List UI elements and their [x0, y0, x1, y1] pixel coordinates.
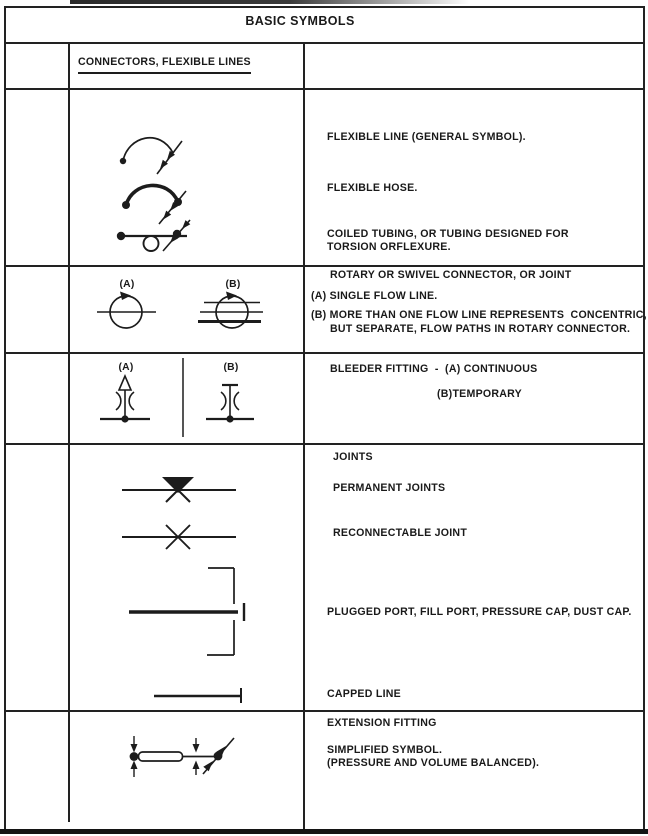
flexible-hose-symbol	[122, 185, 186, 224]
bleeder-label-line2: (B)TEMPORARY	[437, 388, 522, 400]
rotary-connector-b-symbol	[198, 292, 263, 329]
rotary-heading: ROTARY OR SWIVEL CONNECTOR, OR JOINT	[330, 269, 572, 281]
extension-line1: SIMPLIFIED SYMBOL.	[327, 744, 443, 756]
bleeder-fitting-b-symbol	[206, 385, 254, 423]
coiled-tubing-label-line2: TORSION ORFLEXURE.	[327, 241, 451, 253]
coiled-tubing-symbol	[117, 220, 191, 251]
capped-line-symbol	[154, 688, 241, 703]
bleeder-label-line1: BLEEDER FITTING - (A) CONTINUOUS	[330, 363, 538, 375]
page-title: BASIC SYMBOLS	[245, 14, 355, 28]
rotary-item-b-line2: BUT SEPARATE, FLOW PATHS IN ROTARY CONNECTOR.	[330, 323, 631, 335]
coiled-tubing-label-line1: COILED TUBING, OR TUBING DESIGNED FOR	[327, 228, 569, 240]
extension-line2: (PRESSURE AND VOLUME BALANCED).	[327, 757, 540, 769]
bleeder-fitting-a-symbol	[100, 376, 150, 423]
rotary-symbol-a-label: (A)	[119, 279, 135, 290]
flexible-hose-label: FLEXIBLE HOSE.	[327, 182, 418, 194]
rotary-symbol-b-label: (B)	[225, 279, 241, 290]
plugged-port-symbol	[129, 568, 244, 655]
capped-line-label: CAPPED LINE	[327, 688, 401, 700]
joints-heading: JOINTS	[333, 451, 373, 463]
reconnectable-joint-symbol	[122, 525, 236, 549]
rotary-item-a: (A) SINGLE FLOW LINE.	[311, 290, 438, 302]
extension-fitting-symbol	[130, 736, 234, 777]
reconnectable-joint-label: RECONNECTABLE JOINT	[333, 527, 468, 539]
extension-heading: EXTENSION FITTING	[327, 717, 437, 729]
rotary-item-b-line1: (B) MORE THAN ONE FLOW LINE REPRESENTS CONCENTRIC,	[311, 309, 647, 321]
flexible-line-symbol	[120, 138, 182, 174]
bleeder-symbol-a-label: (A)	[118, 362, 134, 373]
flexible-line-label: FLEXIBLE LINE (GENERAL SYMBOL).	[327, 131, 526, 143]
section-header: CONNECTORS, FLEXIBLE LINES	[78, 56, 251, 74]
rotary-connector-a-symbol	[97, 292, 156, 329]
plugged-port-label: PLUGGED PORT, FILL PORT, PRESSURE CAP, DUST CAP.	[327, 606, 632, 618]
permanent-joint-symbol	[122, 477, 236, 502]
permanent-joint-label: PERMANENT JOINTS	[333, 482, 446, 494]
bleeder-symbol-b-label: (B)	[223, 362, 239, 373]
